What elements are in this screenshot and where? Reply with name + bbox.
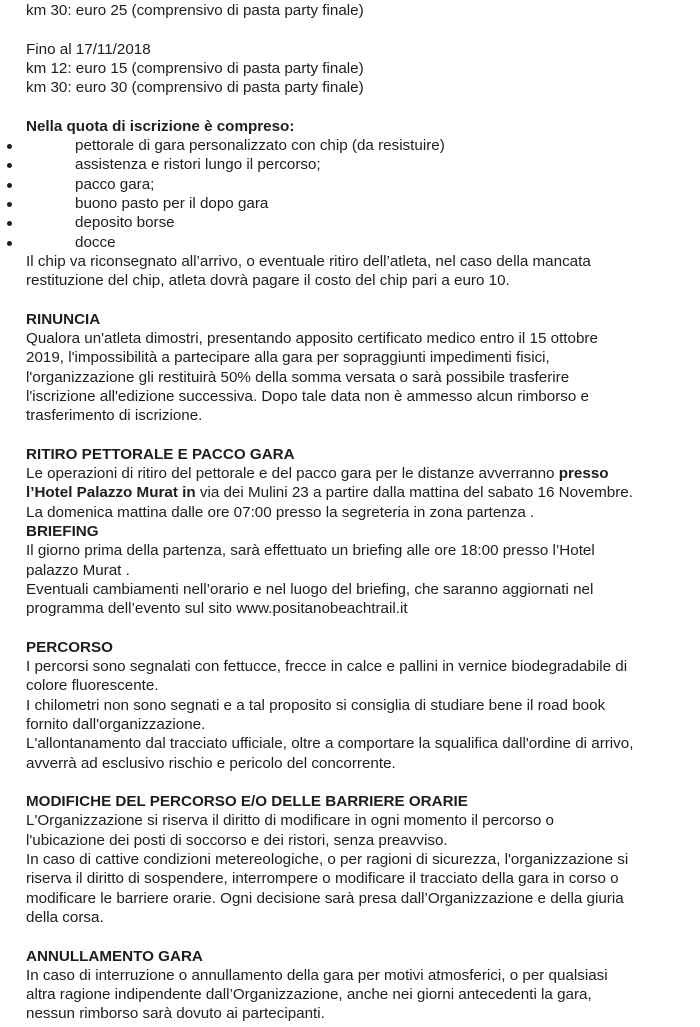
list-item-text: deposito borse <box>75 214 175 232</box>
spacer <box>26 426 696 445</box>
ritiro-line: La domenica mattina dalle ore 07:00 presso la segreteria in zona partenza . <box>26 503 535 521</box>
fee-line: km 30: euro 30 (comprensivo di pasta party finale) <box>26 79 364 97</box>
percorso-heading: PERCORSO <box>26 638 113 656</box>
rinuncia-line: trasferimento di iscrizione. <box>26 407 203 425</box>
modifiche-line: L'Organizzazione si riserva il diritto di modificare in ogni momento il percorso o <box>26 812 554 830</box>
briefing-line: palazzo Murat . <box>26 561 130 579</box>
percorso-line: fornito dall'organizzazione. <box>26 715 206 733</box>
bullet-icon <box>7 144 12 149</box>
document-body <box>26 1 696 1024</box>
list-item <box>26 213 696 232</box>
spacer <box>26 20 696 39</box>
percorso-line: I chilometri non sono segnati e a tal proposito si consiglia di studiare bene il road book <box>26 696 606 714</box>
rinuncia-heading: RINUNCIA <box>26 310 101 328</box>
bullet-icon <box>7 163 12 168</box>
list-item-text: buono pasto per il dopo gara <box>75 194 269 212</box>
briefing-heading: BRIEFING <box>26 523 99 541</box>
list-item <box>26 136 696 155</box>
modifiche-line: riserva il diritto di sospendere, interrompere o modificare il tracciato della gara in corso o <box>26 870 619 888</box>
spacer <box>26 290 696 309</box>
ritiro-line <box>26 483 696 502</box>
included-heading: Nella quota di iscrizione è compreso: <box>26 117 295 135</box>
fee-line: km 30: euro 25 (comprensivo di pasta party finale) <box>26 2 364 19</box>
list-item-text: assistenza e ristori lungo il percorso; <box>75 156 321 174</box>
spacer <box>26 619 696 638</box>
list-item <box>26 194 696 213</box>
briefing-line: Eventuali cambiamenti nell’orario e nel luogo del briefing, che saranno aggiornati nel <box>26 580 594 598</box>
ritiro-bold-text: l’Hotel Palazzo Murat in <box>26 484 196 502</box>
bullet-icon <box>7 202 12 207</box>
ritiro-text: via dei Mulini 23 a partire dalla mattina del sabato 16 Novembre. <box>195 484 633 502</box>
ritiro-bold-text: presso <box>558 465 609 483</box>
percorso-line: avverrà ad esclusivo rischio e pericolo del concorrente. <box>26 754 396 772</box>
spacer <box>26 773 696 792</box>
chip-note-line: restituzione del chip, atleta dovrà pagare il costo del chip pari a euro 10. <box>26 272 510 290</box>
annullamento-line: In caso di interruzione o annullamento della gara per motivi atmosferici, o per qualsiasi <box>26 966 608 984</box>
modifiche-line: In caso di cattive condizioni metereologiche, o per ragioni di sicurezza, l'organizzazione si <box>26 851 629 869</box>
percorso-line: L'allontanamento dal tracciato ufficiale, oltre a comportare la squalifica dall'ordine di arrivo, <box>26 735 634 753</box>
bullet-icon <box>7 183 12 188</box>
annullamento-line: nessun rimborso sarà dovuto ai partecipanti. <box>26 1005 325 1023</box>
briefing-line: Il giorno prima della partenza, sarà effettuato un briefing alle ore 18:00 presso l’Hotel <box>26 542 595 560</box>
fee-deadline: Fino al 17/11/2018 <box>26 40 151 58</box>
ritiro-heading: RITIRO PETTORALE E PACCO GARA <box>26 445 295 463</box>
percorso-line: colore fluorescente. <box>26 677 159 695</box>
modifiche-line: l'ubicazione dei posti di soccorso e dei ristori, senza preavviso. <box>26 831 448 849</box>
rinuncia-line: Qualora un'atleta dimostri, presentando apposito certificato medico entro il 15 ottobre <box>26 330 598 348</box>
ritiro-text: Le operazioni di ritiro del pettorale e del pacco gara per le distanze avverranno <box>26 465 559 483</box>
spacer <box>26 97 696 116</box>
included-list <box>26 136 696 252</box>
fee-line: km 12: euro 15 (comprensivo di pasta party finale) <box>26 59 364 77</box>
list-item-text: pettorale di gara personalizzato con chip (da resistuire) <box>75 137 445 155</box>
list-item <box>26 155 696 174</box>
modifiche-heading: MODIFICHE DEL PERCORSO E/O DELLE BARRIERE ORARIE <box>26 793 468 811</box>
bullet-icon <box>7 241 12 246</box>
modifiche-line: modificare le barriere orarie. Ogni decisione sarà presa dall’Organizzazione e della giuria <box>26 889 624 907</box>
ritiro-line <box>26 464 696 483</box>
spacer <box>26 927 696 946</box>
rinuncia-line: l'iscrizione all'edizione successiva. Dopo tale data non è ammesso alcun rimborso e <box>26 387 589 405</box>
list-item <box>26 233 696 252</box>
annullamento-heading: ANNULLAMENTO GARA <box>26 947 203 965</box>
rinuncia-line: 2019, l'impossibilità a partecipare alla gara per sopraggiunti impedimenti fisici, <box>26 349 550 367</box>
rinuncia-line: l'organizzazione gli restituirà 50% della somma versata o sarà possibile trasferire <box>26 368 570 386</box>
annullamento-line: altra ragione indipendente dall’Organizzazione, anche nei giorni antecedenti la gara, <box>26 986 592 1004</box>
modifiche-line: della corsa. <box>26 908 104 926</box>
list-item <box>26 175 696 194</box>
list-item-text: pacco gara; <box>75 175 155 193</box>
list-item-text: docce <box>75 233 116 251</box>
briefing-line: programma dell’evento sul sito www.positanobeachtrail.it <box>26 600 408 618</box>
bullet-icon <box>7 221 12 226</box>
percorso-line: I percorsi sono segnalati con fettucce, frecce in calce e pallini in vernice biodegradabile di <box>26 658 628 676</box>
chip-note-line: Il chip va riconsegnato all’arrivo, o eventuale ritiro dell’atleta, nel caso della mancata <box>26 252 591 270</box>
